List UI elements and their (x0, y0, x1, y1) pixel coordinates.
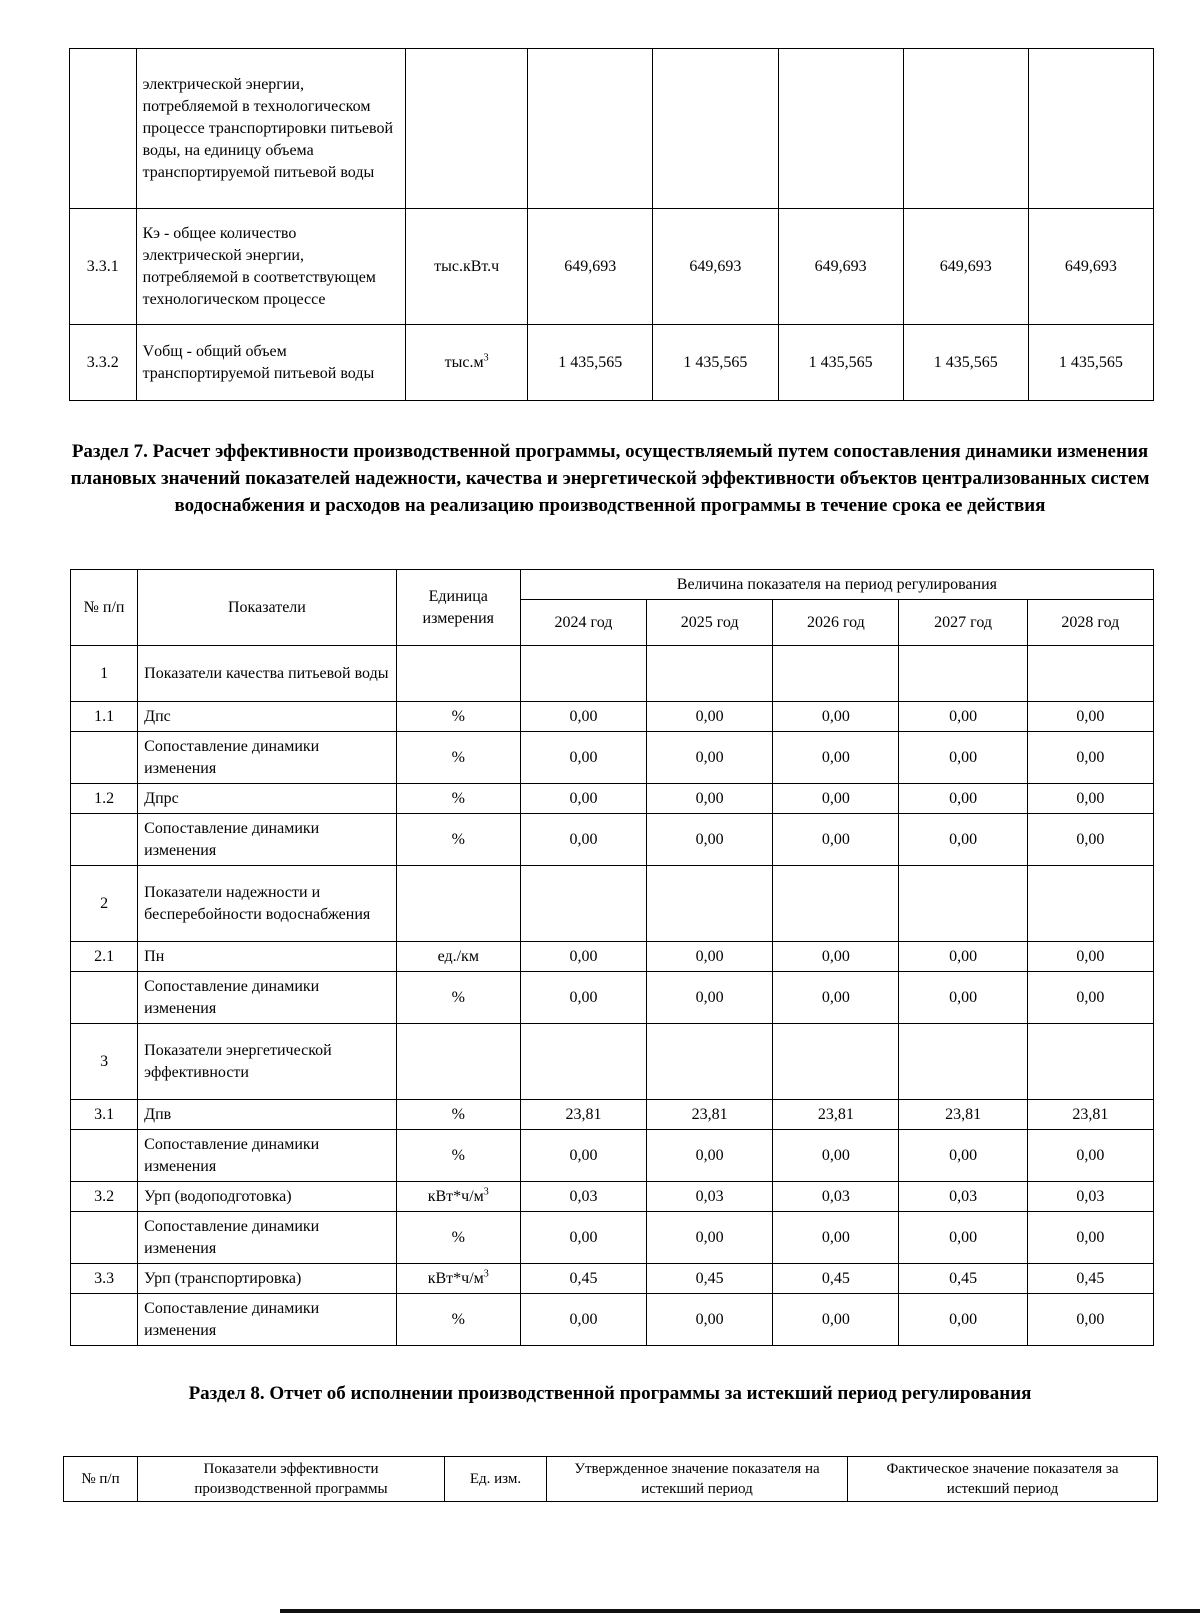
unit (406, 209, 528, 325)
indicator-name: электрической энергии, потребляемой в технологическом процессе транспортировки питьевой воды, на единицу объема транспортируемой питьевой воды (136, 49, 405, 209)
value-cell: 1 435,565 (653, 325, 778, 401)
table-row (71, 942, 1154, 972)
section7-title: Раздел 7. Расчет эффективности производственной программы, осуществляемый путем сопоставления динамики изменения плановых значений показателей надежности, качества и энергетической эффективности объектов централизованных систем водоснабжения и расходов на реализацию производственной программы в течение срока ее действия (70, 441, 1150, 516)
value-cell: 649,693 (653, 209, 778, 325)
value-cell (899, 866, 1027, 942)
value-cell: 0,00 (1027, 784, 1153, 814)
value-cell: 649,693 (778, 209, 903, 325)
table-row (71, 1264, 1154, 1294)
unit (396, 732, 520, 784)
value-cell: 0,00 (899, 784, 1027, 814)
value-cell (653, 49, 778, 209)
value-cell: 0,03 (773, 1182, 899, 1212)
table-row (71, 1182, 1154, 1212)
value-cell: 0,00 (647, 784, 773, 814)
row-number (71, 814, 138, 866)
value-cell: 0,00 (773, 1294, 899, 1346)
value-cell (647, 646, 773, 702)
value-cell: 1 435,565 (1028, 325, 1153, 401)
row-number: 3.3.1 (70, 209, 137, 325)
value-cell: 0,00 (773, 942, 899, 972)
value-cell: 0,03 (1027, 1182, 1153, 1212)
table-row (71, 866, 1154, 942)
value-cell (903, 49, 1028, 209)
value-cell: 1 435,565 (903, 325, 1028, 401)
row-number (71, 1294, 138, 1346)
value-cell: 0,00 (899, 702, 1027, 732)
row-number (71, 1130, 138, 1182)
unit (396, 1294, 520, 1346)
value-cell: 0,00 (1027, 1130, 1153, 1182)
row-number (70, 49, 137, 209)
indicator-name: Сопоставление динамики изменения (138, 814, 397, 866)
value-cell: 0,00 (1027, 814, 1153, 866)
value-cell: 0,00 (899, 942, 1027, 972)
indicator-name: Сопоставление динамики изменения (138, 1130, 397, 1182)
value-cell: 649,693 (1028, 209, 1153, 325)
unit-text: тыс.кВт.ч (434, 257, 500, 275)
indicator-name: Дпс (138, 702, 397, 732)
value-cell: 0,00 (1027, 702, 1153, 732)
unit (396, 646, 520, 702)
indicator-name: Показатели энергетической эффективности (138, 1024, 397, 1100)
value-cell: 0,00 (647, 702, 773, 732)
table-row (70, 209, 1154, 325)
unit (396, 702, 520, 732)
unit-text: кВт*ч/м (427, 1187, 484, 1205)
row-number: 3.1 (71, 1100, 138, 1130)
value-cell: 23,81 (520, 1100, 646, 1130)
value-cell (899, 1024, 1027, 1100)
value-cell: 0,03 (899, 1182, 1027, 1212)
table-row (71, 732, 1154, 784)
row-number: 2 (71, 866, 138, 942)
unit-text: % (451, 789, 465, 807)
value-cell: 0,45 (520, 1264, 646, 1294)
value-cell: 0,03 (520, 1182, 646, 1212)
value-cell: 0,00 (1027, 1294, 1153, 1346)
value-cell: 0,45 (773, 1264, 899, 1294)
indicator-name: Показатели качества питьевой воды (138, 646, 397, 702)
row-number: 3.3 (71, 1264, 138, 1294)
unit-superscript: 3 (483, 1268, 489, 1280)
value-cell: 0,00 (899, 1130, 1027, 1182)
section8-table (63, 1456, 1158, 1502)
header-year: 2026 год (773, 600, 899, 646)
header-year: 2028 год (1027, 600, 1153, 646)
indicator-name: Сопоставление динамики изменения (138, 1294, 397, 1346)
value-cell: 0,00 (647, 972, 773, 1024)
value-cell: 0,00 (647, 732, 773, 784)
value-cell (1027, 646, 1153, 702)
value-cell: 0,00 (773, 702, 899, 732)
indicator-name: Урп (водоподготовка) (138, 1182, 397, 1212)
value-cell: 0,00 (520, 942, 646, 972)
header-year: 2025 год (647, 600, 773, 646)
value-cell (773, 646, 899, 702)
value-cell: 23,81 (773, 1100, 899, 1130)
header-year: 2027 год (899, 600, 1027, 646)
table-row (71, 702, 1154, 732)
unit-text: тыс.м (444, 353, 484, 371)
value-cell (773, 866, 899, 942)
value-cell: 0,00 (520, 702, 646, 732)
indicator-name: Урп (транспортировка) (138, 1264, 397, 1294)
header-num: № п/п (71, 570, 138, 646)
value-cell: 0,00 (1027, 942, 1153, 972)
value-cell: 0,00 (520, 1130, 646, 1182)
indicator-name: Пн (138, 942, 397, 972)
value-cell: 23,81 (647, 1100, 773, 1130)
value-cell: 0,00 (899, 972, 1027, 1024)
unit-text: % (451, 1105, 465, 1123)
value-cell: 0,00 (1027, 972, 1153, 1024)
table-row (71, 646, 1154, 702)
unit-text: ед./км (437, 947, 479, 965)
continuation-table (69, 48, 1154, 401)
value-cell (528, 49, 653, 209)
row-number: 3.2 (71, 1182, 138, 1212)
indicator-name: Кэ - общее количество электрической энергии, потребляемой в соответствующем технологическом процессе (136, 209, 405, 325)
value-cell: 0,00 (1027, 732, 1153, 784)
unit (396, 814, 520, 866)
page-edge-rule (280, 1609, 1200, 1613)
table-row (71, 1130, 1154, 1182)
indicator-name: Дпрс (138, 784, 397, 814)
value-cell: 0,00 (1027, 1212, 1153, 1264)
s8-header-num: № п/п (64, 1457, 138, 1502)
unit (396, 1212, 520, 1264)
table-row (71, 1024, 1154, 1100)
value-cell: 0,00 (899, 732, 1027, 784)
value-cell: 0,00 (899, 1212, 1027, 1264)
unit-superscript: 3 (483, 1186, 489, 1198)
value-cell (1028, 49, 1153, 209)
unit-text: % (451, 988, 465, 1006)
table-row (71, 814, 1154, 866)
value-cell: 0,00 (773, 1212, 899, 1264)
unit (406, 325, 528, 401)
value-cell: 0,00 (647, 1130, 773, 1182)
value-cell: 0,03 (647, 1182, 773, 1212)
indicator-name: Показатели надежности и бесперебойности водоснабжения (138, 866, 397, 942)
unit-text: кВт*ч/м (427, 1269, 484, 1287)
value-cell: 0,00 (647, 942, 773, 972)
row-number (71, 732, 138, 784)
value-cell: 0,00 (899, 1294, 1027, 1346)
value-cell: 0,45 (1027, 1264, 1153, 1294)
s8-header-unit: Ед. изм. (445, 1457, 547, 1502)
table-row (71, 1100, 1154, 1130)
header-period: Величина показателя на период регулирования (520, 570, 1153, 600)
row-number (71, 972, 138, 1024)
value-cell: 1 435,565 (528, 325, 653, 401)
unit-text: % (451, 1228, 465, 1246)
indicator-name: Vобщ - общий объем транспортируемой питьевой воды (136, 325, 405, 401)
indicator-name: Дпв (138, 1100, 397, 1130)
header-unit: Единица измерения (396, 570, 520, 646)
value-cell: 0,00 (773, 972, 899, 1024)
row-number: 3 (71, 1024, 138, 1100)
value-cell: 0,00 (773, 732, 899, 784)
unit-superscript: 3 (483, 352, 489, 364)
unit-text: % (451, 707, 465, 725)
row-number (71, 1212, 138, 1264)
header-name: Показатели (138, 570, 397, 646)
value-cell: 0,00 (520, 1212, 646, 1264)
table-row (71, 972, 1154, 1024)
value-cell: 649,693 (528, 209, 653, 325)
table-row (71, 784, 1154, 814)
indicator-name: Сопоставление динамики изменения (138, 972, 397, 1024)
unit (396, 866, 520, 942)
value-cell: 0,00 (899, 814, 1027, 866)
value-cell (520, 866, 646, 942)
value-cell: 0,45 (647, 1264, 773, 1294)
value-cell (647, 1024, 773, 1100)
value-cell: 0,00 (773, 784, 899, 814)
indicator-name: Сопоставление динамики изменения (138, 1212, 397, 1264)
value-cell: 0,00 (520, 972, 646, 1024)
row-number: 2.1 (71, 942, 138, 972)
row-number: 1.2 (71, 784, 138, 814)
value-cell: 0,00 (647, 814, 773, 866)
value-cell: 1 435,565 (778, 325, 903, 401)
row-number: 3.3.2 (70, 325, 137, 401)
unit (396, 1130, 520, 1182)
value-cell (899, 646, 1027, 702)
value-cell: 0,00 (520, 1294, 646, 1346)
value-cell: 0,00 (520, 814, 646, 866)
value-cell: 649,693 (903, 209, 1028, 325)
unit-text: % (451, 1310, 465, 1328)
value-cell (520, 1024, 646, 1100)
row-number: 1 (71, 646, 138, 702)
value-cell (773, 1024, 899, 1100)
value-cell: 0,00 (647, 1294, 773, 1346)
unit (396, 1182, 520, 1212)
table-row (70, 49, 1154, 209)
s8-header-actual: Фактическое значение показателя за истекший период (848, 1457, 1158, 1502)
s8-header-name: Показатели эффективности производственной программы (138, 1457, 445, 1502)
value-cell: 0,45 (899, 1264, 1027, 1294)
section7-table (70, 569, 1154, 1346)
value-cell (647, 866, 773, 942)
table-row (70, 325, 1154, 401)
value-cell (1027, 866, 1153, 942)
value-cell: 0,00 (520, 784, 646, 814)
value-cell: 0,00 (773, 1130, 899, 1182)
value-cell (520, 646, 646, 702)
header-year: 2024 год (520, 600, 646, 646)
value-cell: 0,00 (520, 732, 646, 784)
table-row (71, 1212, 1154, 1264)
unit (396, 1100, 520, 1130)
value-cell: 23,81 (899, 1100, 1027, 1130)
unit (396, 972, 520, 1024)
unit (396, 1264, 520, 1294)
unit-text: % (451, 748, 465, 766)
value-cell (778, 49, 903, 209)
value-cell (1027, 1024, 1153, 1100)
section8-title: Раздел 8. Отчет об исполнении производственной программы за истекший период регулирования (188, 1383, 1032, 1404)
table-row (71, 1294, 1154, 1346)
value-cell: 0,00 (773, 814, 899, 866)
s8-header-approved: Утвержденное значение показателя на истекший период (547, 1457, 848, 1502)
unit (406, 49, 528, 209)
unit (396, 942, 520, 972)
value-cell: 0,00 (647, 1212, 773, 1264)
value-cell: 23,81 (1027, 1100, 1153, 1130)
row-number: 1.1 (71, 702, 138, 732)
indicator-name: Сопоставление динамики изменения (138, 732, 397, 784)
unit (396, 1024, 520, 1100)
unit-text: % (451, 1146, 465, 1164)
unit-text: % (451, 830, 465, 848)
unit (396, 784, 520, 814)
